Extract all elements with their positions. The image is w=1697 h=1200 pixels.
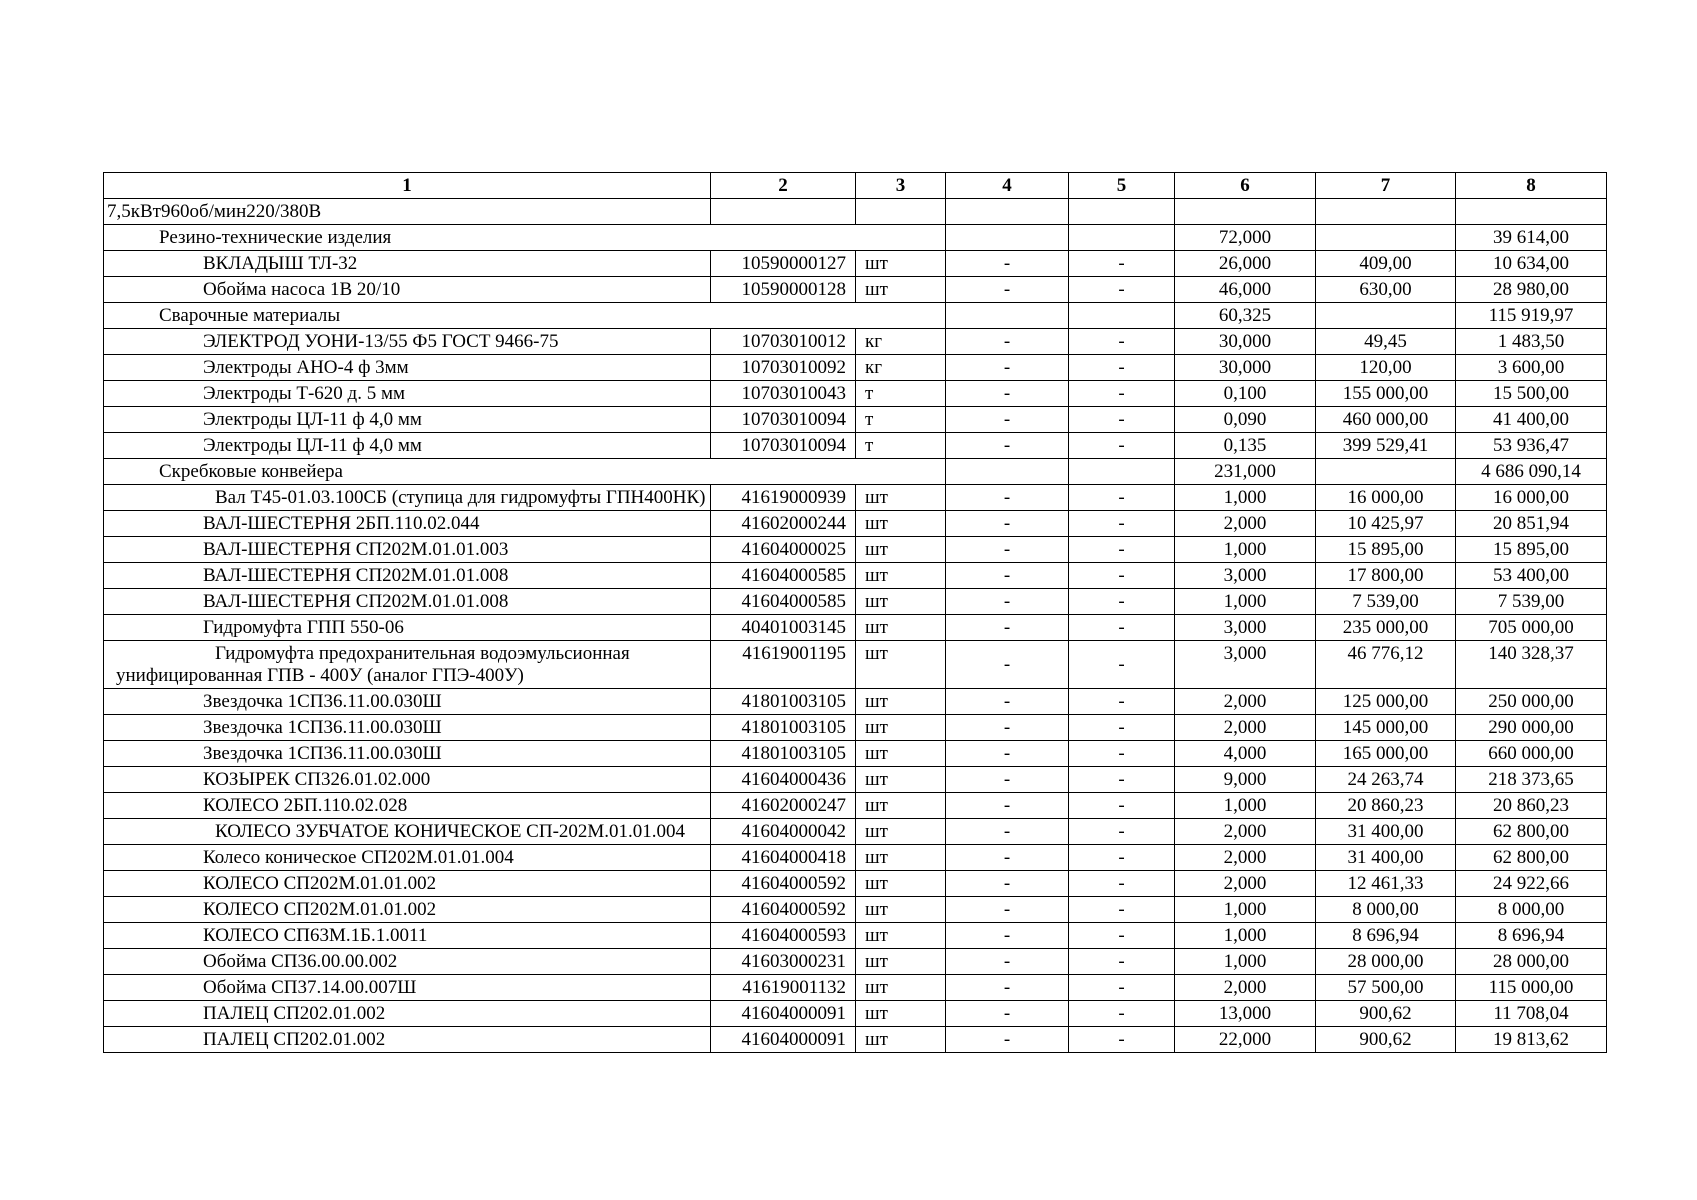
- item-unit: шт: [856, 689, 946, 715]
- item-name: Гидромуфта предохранительная водоэмульсионная унифицированная ГПВ - 400У (аналог ГПЭ-400У): [104, 641, 711, 689]
- category-quantity: 72,000: [1175, 225, 1316, 251]
- item-col5: -: [1069, 251, 1175, 277]
- table-row: [104, 741, 1607, 767]
- item-col5: -: [1069, 845, 1175, 871]
- item-code: 41602000244: [711, 511, 856, 537]
- item-quantity: 22,000: [1175, 1027, 1316, 1053]
- item-code: 41619001132: [711, 975, 856, 1001]
- item-col4: -: [946, 975, 1069, 1001]
- item-price: 120,00: [1316, 355, 1456, 381]
- item-col5: -: [1069, 689, 1175, 715]
- table-row: [104, 329, 1607, 355]
- item-sum: 20 851,94: [1456, 511, 1607, 537]
- item-col4: -: [946, 819, 1069, 845]
- item-quantity: 1,000: [1175, 537, 1316, 563]
- item-unit: шт: [856, 1001, 946, 1027]
- table-row: [104, 897, 1607, 923]
- item-price: 31 400,00: [1316, 819, 1456, 845]
- table-row: [104, 1027, 1607, 1053]
- cell-empty: [1316, 459, 1456, 485]
- item-col5: -: [1069, 975, 1175, 1001]
- item-col5: -: [1069, 381, 1175, 407]
- item-price: 8 000,00: [1316, 897, 1456, 923]
- item-price: 28 000,00: [1316, 949, 1456, 975]
- item-col4: -: [946, 251, 1069, 277]
- item-unit: т: [856, 407, 946, 433]
- item-code: 10703010094: [711, 433, 856, 459]
- table-row: [104, 949, 1607, 975]
- item-quantity: 1,000: [1175, 897, 1316, 923]
- item-unit: шт: [856, 767, 946, 793]
- category-sum: 4 686 090,14: [1456, 459, 1607, 485]
- item-quantity: 46,000: [1175, 277, 1316, 303]
- item-code: 41604000436: [711, 767, 856, 793]
- item-sum: 11 708,04: [1456, 1001, 1607, 1027]
- item-quantity: 2,000: [1175, 845, 1316, 871]
- item-name: ПАЛЕЦ СП202.01.002: [104, 1001, 711, 1027]
- item-sum: 140 328,37: [1456, 641, 1607, 689]
- item-name: Колесо коническое СП202М.01.01.004: [104, 845, 711, 871]
- item-quantity: 2,000: [1175, 819, 1316, 845]
- item-unit: т: [856, 381, 946, 407]
- item-sum: 53 400,00: [1456, 563, 1607, 589]
- item-sum: 250 000,00: [1456, 689, 1607, 715]
- item-name: КОЛЕСО СП63М.1Б.1.0011: [104, 923, 711, 949]
- item-col5: -: [1069, 563, 1175, 589]
- item-col4: -: [946, 615, 1069, 641]
- item-col4: -: [946, 537, 1069, 563]
- item-sum: 53 936,47: [1456, 433, 1607, 459]
- item-name: ВАЛ-ШЕСТЕРНЯ СП202М.01.01.008: [104, 589, 711, 615]
- item-code: 41604000592: [711, 871, 856, 897]
- item-col5: -: [1069, 589, 1175, 615]
- item-unit: шт: [856, 563, 946, 589]
- cell-empty: [1175, 199, 1316, 225]
- item-code: 41801003105: [711, 741, 856, 767]
- item-sum: 8 000,00: [1456, 897, 1607, 923]
- item-name: КОЛЕСО ЗУБЧАТОЕ КОНИЧЕСКОЕ СП-202М.01.01.004: [104, 819, 711, 845]
- item-sum: 290 000,00: [1456, 715, 1607, 741]
- item-col4: -: [946, 871, 1069, 897]
- item-col5: -: [1069, 871, 1175, 897]
- cell-empty: [946, 459, 1069, 485]
- table-row: [104, 819, 1607, 845]
- item-unit: кг: [856, 329, 946, 355]
- cell-empty: [946, 199, 1069, 225]
- item-name: КОЛЕСО 2БП.110.02.028: [104, 793, 711, 819]
- item-col4: -: [946, 641, 1069, 689]
- item-code: 41604000042: [711, 819, 856, 845]
- item-unit: шт: [856, 641, 946, 689]
- item-unit: шт: [856, 277, 946, 303]
- table-row: [104, 563, 1607, 589]
- table-row: [104, 277, 1607, 303]
- item-col5: -: [1069, 741, 1175, 767]
- item-sum: 28 000,00: [1456, 949, 1607, 975]
- category-name: Резино-технические изделия: [104, 225, 946, 251]
- category-quantity: 60,325: [1175, 303, 1316, 329]
- item-code: 10703010094: [711, 407, 856, 433]
- item-price: 10 425,97: [1316, 511, 1456, 537]
- item-col4: -: [946, 793, 1069, 819]
- item-sum: 7 539,00: [1456, 589, 1607, 615]
- item-code: 10590000128: [711, 277, 856, 303]
- cell-empty: [946, 303, 1069, 329]
- row-text: 7,5кВт960об/мин220/380В: [104, 199, 711, 225]
- item-col4: -: [946, 277, 1069, 303]
- item-price: 24 263,74: [1316, 767, 1456, 793]
- item-price: 12 461,33: [1316, 871, 1456, 897]
- item-col4: -: [946, 689, 1069, 715]
- table-row: [104, 251, 1607, 277]
- item-unit: шт: [856, 949, 946, 975]
- item-quantity: 3,000: [1175, 563, 1316, 589]
- cell-empty: [1069, 225, 1175, 251]
- item-price: 31 400,00: [1316, 845, 1456, 871]
- table-body: [104, 173, 1607, 1053]
- item-unit: шт: [856, 793, 946, 819]
- item-price: 900,62: [1316, 1001, 1456, 1027]
- table-row: [104, 407, 1607, 433]
- item-name: Вал Т45-01.03.100СБ (ступица для гидромуфты ГПН400НК): [104, 485, 711, 511]
- cell-empty: [711, 199, 856, 225]
- category-sum: 115 919,97: [1456, 303, 1607, 329]
- cell-empty: [1316, 199, 1456, 225]
- column-number-3: 3: [856, 173, 946, 199]
- item-unit: шт: [856, 715, 946, 741]
- table-row: [104, 381, 1607, 407]
- item-unit: шт: [856, 537, 946, 563]
- item-price: 57 500,00: [1316, 975, 1456, 1001]
- item-sum: 1 483,50: [1456, 329, 1607, 355]
- item-code: 41801003105: [711, 689, 856, 715]
- table-row-text: [104, 199, 1607, 225]
- item-sum: 8 696,94: [1456, 923, 1607, 949]
- category-row: [104, 225, 1607, 251]
- item-unit: шт: [856, 845, 946, 871]
- item-col4: -: [946, 563, 1069, 589]
- item-name: Обойма СП37.14.00.007Ш: [104, 975, 711, 1001]
- item-name: Электроды Т-620 д. 5 мм: [104, 381, 711, 407]
- item-col4: -: [946, 897, 1069, 923]
- item-price: 125 000,00: [1316, 689, 1456, 715]
- item-col4: -: [946, 845, 1069, 871]
- cell-empty: [1069, 303, 1175, 329]
- item-code: 41604000585: [711, 563, 856, 589]
- item-unit: шт: [856, 251, 946, 277]
- table-row: [104, 641, 1607, 689]
- item-quantity: 2,000: [1175, 689, 1316, 715]
- item-price: 145 000,00: [1316, 715, 1456, 741]
- cell-empty: [856, 199, 946, 225]
- item-col4: -: [946, 715, 1069, 741]
- item-sum: 24 922,66: [1456, 871, 1607, 897]
- item-code: 10703010043: [711, 381, 856, 407]
- item-name: ВАЛ-ШЕСТЕРНЯ 2БП.110.02.044: [104, 511, 711, 537]
- item-quantity: 30,000: [1175, 329, 1316, 355]
- item-name: ВАЛ-ШЕСТЕРНЯ СП202М.01.01.003: [104, 537, 711, 563]
- item-unit: шт: [856, 871, 946, 897]
- column-number-4: 4: [946, 173, 1069, 199]
- table-row: [104, 923, 1607, 949]
- item-unit: т: [856, 433, 946, 459]
- table-row: [104, 355, 1607, 381]
- item-unit: шт: [856, 923, 946, 949]
- item-col5: -: [1069, 641, 1175, 689]
- item-price: 15 895,00: [1316, 537, 1456, 563]
- item-col5: -: [1069, 407, 1175, 433]
- item-name: Звездочка 1СП36.11.00.030Ш: [104, 689, 711, 715]
- cell-empty: [1316, 225, 1456, 251]
- table-row: [104, 615, 1607, 641]
- item-code: 41604000091: [711, 1001, 856, 1027]
- item-name: ВАЛ-ШЕСТЕРНЯ СП202М.01.01.008: [104, 563, 711, 589]
- item-sum: 10 634,00: [1456, 251, 1607, 277]
- item-code: 41604000592: [711, 897, 856, 923]
- item-price: 20 860,23: [1316, 793, 1456, 819]
- item-name: Электроды ЦЛ-11 ф 4,0 мм: [104, 433, 711, 459]
- table-row: [104, 715, 1607, 741]
- table-row: [104, 485, 1607, 511]
- item-quantity: 0,135: [1175, 433, 1316, 459]
- item-name: ПАЛЕЦ СП202.01.002: [104, 1027, 711, 1053]
- item-col5: -: [1069, 897, 1175, 923]
- table-row: [104, 689, 1607, 715]
- category-name: Скребковые конвейера: [104, 459, 946, 485]
- item-col4: -: [946, 589, 1069, 615]
- item-quantity: 1,000: [1175, 923, 1316, 949]
- category-name: Сварочные материалы: [104, 303, 946, 329]
- item-name: Звездочка 1СП36.11.00.030Ш: [104, 715, 711, 741]
- item-name: Обойма СП36.00.00.002: [104, 949, 711, 975]
- item-col5: -: [1069, 793, 1175, 819]
- item-name: Звездочка 1СП36.11.00.030Ш: [104, 741, 711, 767]
- column-number-row: [104, 173, 1607, 199]
- table-row: [104, 845, 1607, 871]
- item-col5: -: [1069, 511, 1175, 537]
- item-name: ВКЛАДЫШ ТЛ-32: [104, 251, 711, 277]
- item-unit: шт: [856, 511, 946, 537]
- item-price: 900,62: [1316, 1027, 1456, 1053]
- item-unit: шт: [856, 975, 946, 1001]
- item-code: 41602000247: [711, 793, 856, 819]
- item-name: Обойма насоса 1В 20/10: [104, 277, 711, 303]
- item-col4: -: [946, 923, 1069, 949]
- item-quantity: 9,000: [1175, 767, 1316, 793]
- cell-empty: [1316, 303, 1456, 329]
- materials-table: [103, 172, 1607, 1053]
- cell-empty: [1069, 459, 1175, 485]
- item-quantity: 2,000: [1175, 511, 1316, 537]
- item-sum: 15 895,00: [1456, 537, 1607, 563]
- item-quantity: 4,000: [1175, 741, 1316, 767]
- item-col5: -: [1069, 1027, 1175, 1053]
- column-number-1: 1: [104, 173, 711, 199]
- item-code: 41604000593: [711, 923, 856, 949]
- item-col5: -: [1069, 767, 1175, 793]
- item-unit: шт: [856, 819, 946, 845]
- item-code: 10590000127: [711, 251, 856, 277]
- column-number-6: 6: [1175, 173, 1316, 199]
- item-unit: шт: [856, 615, 946, 641]
- item-code: 10703010012: [711, 329, 856, 355]
- item-col4: -: [946, 767, 1069, 793]
- column-number-2: 2: [711, 173, 856, 199]
- item-sum: 19 813,62: [1456, 1027, 1607, 1053]
- item-quantity: 1,000: [1175, 949, 1316, 975]
- item-quantity: 30,000: [1175, 355, 1316, 381]
- item-name: КОЛЕСО СП202М.01.01.002: [104, 871, 711, 897]
- item-sum: 62 800,00: [1456, 819, 1607, 845]
- item-unit: шт: [856, 485, 946, 511]
- category-quantity: 231,000: [1175, 459, 1316, 485]
- item-price: 7 539,00: [1316, 589, 1456, 615]
- column-number-5: 5: [1069, 173, 1175, 199]
- item-col4: -: [946, 1027, 1069, 1053]
- item-price: 165 000,00: [1316, 741, 1456, 767]
- table-row: [104, 975, 1607, 1001]
- item-col5: -: [1069, 1001, 1175, 1027]
- item-col5: -: [1069, 329, 1175, 355]
- cell-empty: [1456, 199, 1607, 225]
- item-col4: -: [946, 433, 1069, 459]
- table-row: [104, 1001, 1607, 1027]
- item-quantity: 26,000: [1175, 251, 1316, 277]
- item-sum: 3 600,00: [1456, 355, 1607, 381]
- item-col4: -: [946, 355, 1069, 381]
- item-quantity: 0,090: [1175, 407, 1316, 433]
- item-code: 41603000231: [711, 949, 856, 975]
- item-col4: -: [946, 407, 1069, 433]
- item-col5: -: [1069, 485, 1175, 511]
- table-row: [104, 793, 1607, 819]
- table-row: [104, 871, 1607, 897]
- item-price: 49,45: [1316, 329, 1456, 355]
- item-col5: -: [1069, 537, 1175, 563]
- column-number-7: 7: [1316, 173, 1456, 199]
- item-quantity: 2,000: [1175, 715, 1316, 741]
- item-price: 16 000,00: [1316, 485, 1456, 511]
- item-quantity: 1,000: [1175, 793, 1316, 819]
- table-row: [104, 537, 1607, 563]
- item-quantity: 3,000: [1175, 641, 1316, 689]
- item-code: 41619001195: [711, 641, 856, 689]
- item-col5: -: [1069, 615, 1175, 641]
- item-col4: -: [946, 485, 1069, 511]
- item-col5: -: [1069, 715, 1175, 741]
- item-quantity: 1,000: [1175, 589, 1316, 615]
- item-code: 41604000025: [711, 537, 856, 563]
- table-row: [104, 511, 1607, 537]
- item-col5: -: [1069, 949, 1175, 975]
- item-unit: шт: [856, 589, 946, 615]
- item-price: 630,00: [1316, 277, 1456, 303]
- item-sum: 705 000,00: [1456, 615, 1607, 641]
- item-price: 235 000,00: [1316, 615, 1456, 641]
- item-unit: шт: [856, 1027, 946, 1053]
- item-quantity: 1,000: [1175, 485, 1316, 511]
- item-col4: -: [946, 1001, 1069, 1027]
- item-code: 41801003105: [711, 715, 856, 741]
- item-name: КОЛЕСО СП202М.01.01.002: [104, 897, 711, 923]
- item-name: ЭЛЕКТРОД УОНИ-13/55 Ф5 ГОСТ 9466-75: [104, 329, 711, 355]
- item-quantity: 0,100: [1175, 381, 1316, 407]
- item-name: Гидромуфта ГПП 550-06: [104, 615, 711, 641]
- item-code: 10703010092: [711, 355, 856, 381]
- item-quantity: 2,000: [1175, 871, 1316, 897]
- table-row: [104, 589, 1607, 615]
- item-sum: 16 000,00: [1456, 485, 1607, 511]
- item-col5: -: [1069, 433, 1175, 459]
- item-col4: -: [946, 511, 1069, 537]
- item-price: 460 000,00: [1316, 407, 1456, 433]
- item-sum: 62 800,00: [1456, 845, 1607, 871]
- item-quantity: 3,000: [1175, 615, 1316, 641]
- item-unit: кг: [856, 355, 946, 381]
- item-name: КОЗЫРЕК СП326.01.02.000: [104, 767, 711, 793]
- category-row: [104, 303, 1607, 329]
- item-code: 41604000418: [711, 845, 856, 871]
- item-col5: -: [1069, 277, 1175, 303]
- cell-empty: [1069, 199, 1175, 225]
- item-sum: 28 980,00: [1456, 277, 1607, 303]
- table-row: [104, 433, 1607, 459]
- item-col5: -: [1069, 819, 1175, 845]
- item-price: 8 696,94: [1316, 923, 1456, 949]
- item-unit: шт: [856, 741, 946, 767]
- item-col4: -: [946, 329, 1069, 355]
- item-name: Электроды ЦЛ-11 ф 4,0 мм: [104, 407, 711, 433]
- item-price: 46 776,12: [1316, 641, 1456, 689]
- item-code: 41604000091: [711, 1027, 856, 1053]
- item-code: 41619000939: [711, 485, 856, 511]
- column-number-8: 8: [1456, 173, 1607, 199]
- item-col4: -: [946, 949, 1069, 975]
- item-price: 399 529,41: [1316, 433, 1456, 459]
- category-sum: 39 614,00: [1456, 225, 1607, 251]
- item-price: 155 000,00: [1316, 381, 1456, 407]
- item-sum: 115 000,00: [1456, 975, 1607, 1001]
- table-row: [104, 767, 1607, 793]
- item-price: 17 800,00: [1316, 563, 1456, 589]
- item-quantity: 2,000: [1175, 975, 1316, 1001]
- item-col4: -: [946, 381, 1069, 407]
- item-sum: 218 373,65: [1456, 767, 1607, 793]
- item-sum: 660 000,00: [1456, 741, 1607, 767]
- item-price: 409,00: [1316, 251, 1456, 277]
- item-code: 40401003145: [711, 615, 856, 641]
- item-col4: -: [946, 741, 1069, 767]
- item-col5: -: [1069, 923, 1175, 949]
- item-sum: 20 860,23: [1456, 793, 1607, 819]
- item-col5: -: [1069, 355, 1175, 381]
- item-quantity: 13,000: [1175, 1001, 1316, 1027]
- item-sum: 15 500,00: [1456, 381, 1607, 407]
- category-row: [104, 459, 1607, 485]
- item-unit: шт: [856, 897, 946, 923]
- cell-empty: [946, 225, 1069, 251]
- item-sum: 41 400,00: [1456, 407, 1607, 433]
- item-code: 41604000585: [711, 589, 856, 615]
- item-name: Электроды АНО-4 ф 3мм: [104, 355, 711, 381]
